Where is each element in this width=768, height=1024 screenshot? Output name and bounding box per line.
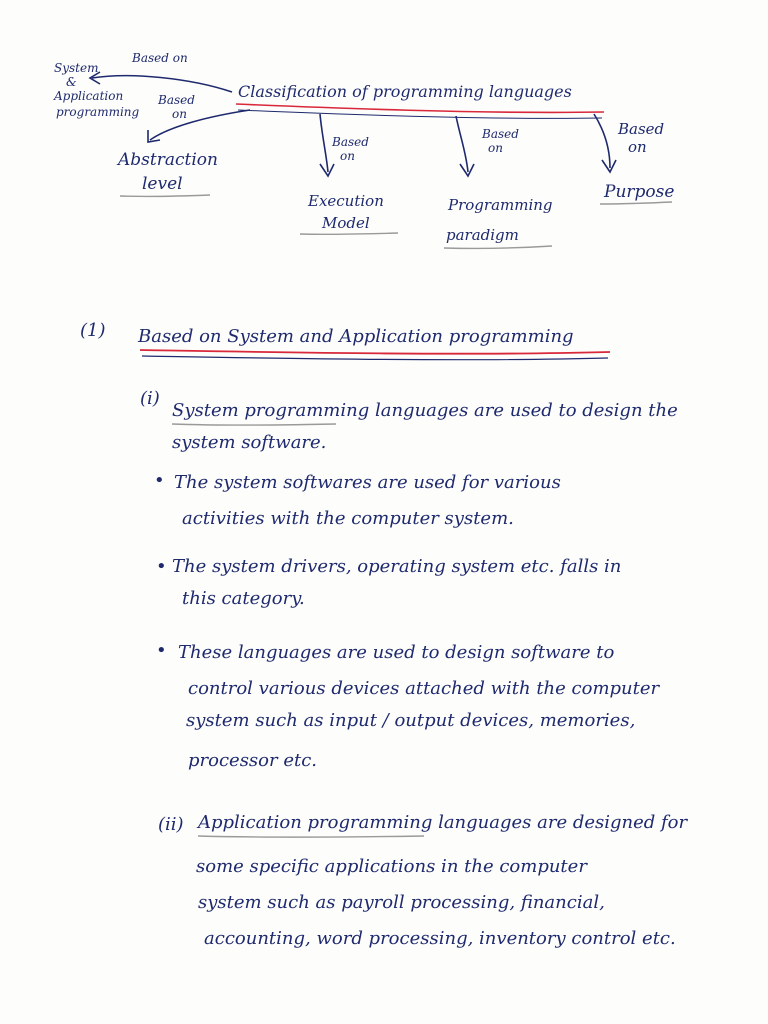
- bullet-3-line4: processor etc.: [188, 750, 318, 771]
- abstraction-underline: [120, 195, 210, 196]
- item-ii-line2: some specific applications in the computer: [196, 856, 587, 877]
- edge-label-paradigm-2: on: [488, 141, 503, 155]
- title-underline-red: [236, 104, 604, 112]
- edge-label-execution-2: on: [340, 149, 355, 163]
- node-system-line1: System: [54, 61, 99, 75]
- bullet-1-line2: activities with the computer system.: [182, 508, 514, 529]
- system-programming-underline: [172, 424, 336, 425]
- application-programming-underline: [198, 836, 424, 837]
- heading-underline-red: [140, 350, 610, 354]
- node-system-line4: programming: [56, 105, 140, 119]
- edge-label-left-top: Based on: [132, 51, 188, 65]
- bullet-1-mark: •: [154, 470, 165, 491]
- bullet-2-line2: this category.: [182, 588, 305, 609]
- item-ii-line1: Application programming languages are designed for: [198, 812, 688, 833]
- item-i-line2: system software.: [172, 432, 327, 453]
- bullet-1-line1: The system softwares are used for various: [174, 472, 561, 493]
- bullet-2-mark: •: [156, 556, 167, 577]
- bullet-2-line1: The system drivers, operating system etc. falls in: [172, 556, 622, 577]
- edge-label-left-bottom-1: Based: [158, 93, 195, 107]
- paradigm-underline: [444, 246, 552, 248]
- node-abstraction-line2: level: [142, 174, 183, 194]
- item-ii-label: (ii): [158, 814, 184, 835]
- node-abstraction-line1: Abstraction: [118, 150, 218, 170]
- purpose-underline: [600, 202, 672, 204]
- edge-label-paradigm-1: Based: [482, 127, 519, 141]
- node-purpose: Purpose: [604, 182, 675, 202]
- node-execution-line1: Execution: [308, 192, 384, 210]
- edge-label-execution-1: Based: [332, 135, 369, 149]
- arrow-to-execution: [320, 114, 328, 172]
- arrow-to-paradigm: [456, 116, 468, 172]
- node-execution-line2: Model: [322, 214, 370, 232]
- item-i-label: (i): [140, 388, 160, 409]
- edge-label-left-bottom-2: on: [172, 107, 187, 121]
- bullet-3-line1: These languages are used to design software to: [178, 642, 615, 663]
- bullet-3-line3: system such as input / output devices, memories,: [186, 710, 636, 731]
- section-number: (1): [80, 320, 106, 341]
- item-ii-line3: system such as payroll processing, financial,: [198, 892, 605, 913]
- edge-label-purpose-1: Based: [618, 120, 665, 138]
- bullet-3-line2: control various devices attached with the computer: [188, 678, 660, 699]
- diagram-title: Classification of programming languages: [238, 82, 572, 101]
- node-system-line3: Application: [54, 89, 124, 103]
- bullet-3-mark: •: [156, 640, 167, 661]
- node-paradigm-line2: paradigm: [446, 226, 519, 244]
- heading-underline-blue: [142, 356, 608, 360]
- arrow-to-abstraction: [150, 107, 250, 140]
- item-i-line1: System programming languages are used to design the: [172, 400, 678, 421]
- item-ii-line4: accounting, word processing, inventory control etc.: [204, 928, 676, 949]
- edge-label-purpose-2: on: [628, 138, 647, 156]
- section-heading: Based on System and Application programming: [138, 326, 574, 347]
- arrow-to-purpose: [594, 114, 610, 168]
- node-system-line2: &: [66, 75, 77, 89]
- node-paradigm-line1: Programming: [448, 196, 553, 214]
- execution-underline: [300, 233, 398, 234]
